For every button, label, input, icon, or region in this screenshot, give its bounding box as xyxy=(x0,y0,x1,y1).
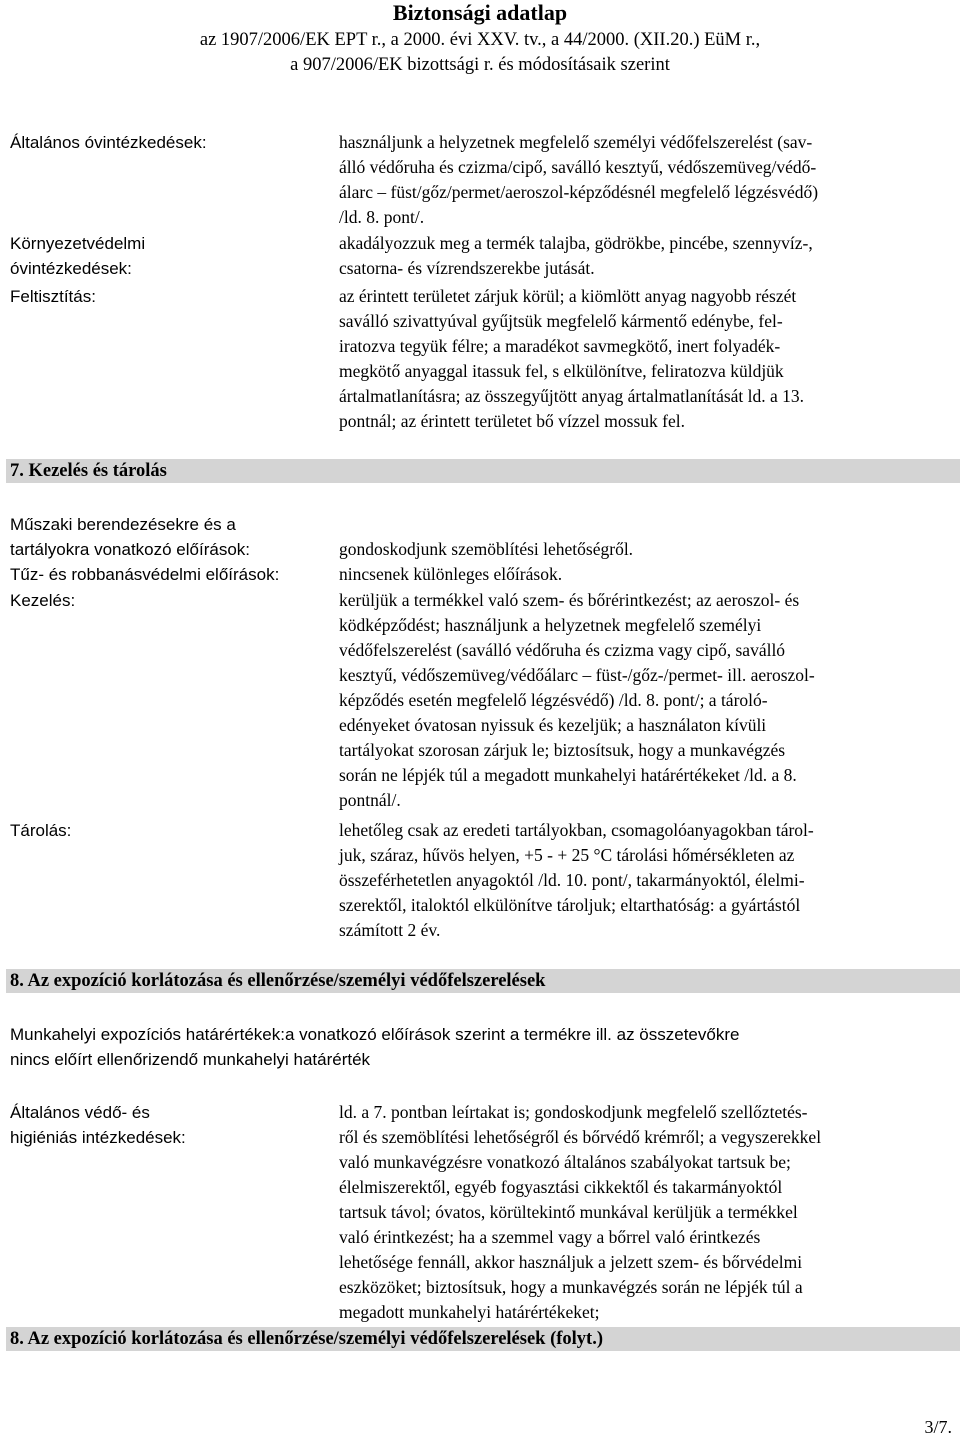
exposure-limits-line-2: nincs előírt ellenőrizendő munkahelyi határérték xyxy=(10,1050,371,1069)
text-line: való érintkezést; ha a szemmel vagy a bőrrel való érintkezés xyxy=(339,1227,761,1247)
section-8-continued-heading: 8. Az expozíció korlátozása és ellenőrzése/személyi védőfelszerelések (folyt.) xyxy=(10,1329,604,1349)
text-line: csatorna- és vízrendszerekbe jutását. xyxy=(339,258,595,278)
technical-requirements-label-1: Műszaki berendezésekre és a xyxy=(10,515,236,534)
document-title: Biztonsági adatlap xyxy=(392,0,568,25)
technical-requirements-text: gondoskodjunk szemöblítési lehetőségről. xyxy=(339,539,634,559)
environmental-precautions-label-2: óvintézkedések: xyxy=(10,259,132,278)
text-line: számított 2 év. xyxy=(339,920,441,940)
text-line: ártalmatlanításra; az összegyűjtött anyag ártalmatlanítását ld. a 13. xyxy=(339,386,805,406)
text-line: tartályokat szorosan zárjuk le; biztosítsuk, hogy a munkavégzés xyxy=(339,740,786,760)
section-8-continued-heading-bar xyxy=(6,1327,960,1351)
fire-protection-label: Tűz- és robbanásvédelmi előírások: xyxy=(10,565,280,584)
text-line: pontnál; az érintett területet bő vízzel mossuk fel. xyxy=(339,411,685,431)
text-line: összeférhetetlen anyagoktól /ld. 10. pont/, takarmányoktól, élelmi- xyxy=(339,870,805,890)
hygiene-measures-label-1: Általános védő- és xyxy=(10,1103,150,1122)
cleanup-label: Feltisztítás: xyxy=(10,287,96,306)
text-line: edényeket óvatosan nyissuk és kezeljük; a használaton kívüli xyxy=(339,715,767,735)
text-line: során ne lépjék túl a megadott munkahelyi határértékeket /ld. a 8. xyxy=(339,765,797,785)
section-7-heading: 7. Kezelés és tárolás xyxy=(10,461,167,481)
text-line: juk, száraz, hűvös helyen, +5 - + 25 °C tárolási hőmérsékleten az xyxy=(339,845,795,865)
handling-label: Kezelés: xyxy=(10,591,76,610)
hygiene-measures-label-2: higiéniás intézkedések: xyxy=(10,1128,186,1147)
regulation-line-2: a 907/2006/EK bizottsági r. és módosításaik szerint xyxy=(290,55,670,75)
text-line: ld. a 7. pontban leírtakat is; gondoskodjunk megfelelő szellőztetés- xyxy=(339,1102,808,1122)
text-line: használjunk a helyzetnek megfelelő személyi védőfelszerelést (sav- xyxy=(339,132,813,152)
technical-requirements-label-2: tartályokra vonatkozó előírások: xyxy=(10,540,251,559)
storage-text xyxy=(339,818,950,943)
text-line: ről és szemöblítési lehetőségről és bőrvédő krémről; a vegyszerekkel xyxy=(339,1127,822,1147)
text-line: élelmiszerektől, egyéb fogyasztási cikkektől és takarmányoktól xyxy=(339,1177,783,1197)
text-line: tartsuk távol; óvatos, körültekintő munkával kerüljük a termékkel xyxy=(339,1202,798,1222)
page-number: 3/7. xyxy=(924,1417,952,1437)
section-7-heading-bar xyxy=(6,459,960,483)
text-line: megadott munkahelyi határértékeket; xyxy=(339,1302,600,1322)
text-line: képződés esetén megfelelő légzésvédő) /ld. 8. pont/; a tároló- xyxy=(339,690,768,710)
text-line: kesztyű, védőszemüveg/védőálarc – füst-/gőz-/permet- ill. aeroszol- xyxy=(339,665,815,685)
text-line: lehetőleg csak az eredeti tartályokban, csomagolóanyagokban tárol- xyxy=(339,820,814,840)
section-8-heading-bar xyxy=(6,969,960,993)
exposure-limits-line-1: Munkahelyi expozíciós határértékek:a vonatkozó előírások szerint a termékre ill. az összetevőkre xyxy=(10,1025,740,1044)
text-line: szerektől, italoktól elkülönítve tároljuk; eltarthatóság: a gyártástól xyxy=(339,895,801,915)
text-line: kerüljük a termékkel való szem- és bőrérintkezést; az aeroszol- és xyxy=(339,590,800,610)
handling-text xyxy=(339,588,950,813)
text-line: az érintett területet zárjuk körül; a kiömlött anyag nagyobb részét xyxy=(339,286,797,306)
text-line: lehetősége fennáll, akkor használjuk a jelzett szem- és bőrvédelmi xyxy=(339,1252,803,1272)
cleanup-text xyxy=(339,284,950,434)
text-line: való munkavégzésre vonatkozó általános szabályokat tartsuk be; xyxy=(339,1152,791,1172)
text-line: álarc – füst/gőz/permet/aeroszol-képződésnél megfelelő légzésvédő) xyxy=(339,182,819,202)
text-line: eszközöket; biztosítsuk, hogy a munkavégzés során ne lépjék túl a xyxy=(339,1277,803,1297)
text-line: akadályozzuk meg a termék talajba, gödrökbe, pincébe, szennyvíz-, xyxy=(339,233,813,253)
environmental-precautions-label-1: Környezetvédelmi xyxy=(10,234,146,253)
general-precautions-label: Általános óvintézkedések: xyxy=(10,133,207,152)
regulation-line-1: az 1907/2006/EK EPT r., a 2000. évi XXV. tv., a 44/2000. (XII.20.) EüM r., xyxy=(199,30,761,50)
storage-label: Tárolás: xyxy=(10,821,72,840)
text-line: pontnál/. xyxy=(339,790,401,810)
general-precautions-text xyxy=(339,130,950,230)
text-line: megkötő anyaggal itassuk fel, s elkülönítve, feliratozva küldjük xyxy=(339,361,784,381)
text-line: álló védőruha és czizma/cipő, saválló kesztyű, védőszemüveg/védő- xyxy=(339,157,817,177)
text-line: saválló szivattyúval gyűjtsük megfelelő kármentő edénybe, fel- xyxy=(339,311,783,331)
text-line: /ld. 8. pont/. xyxy=(339,207,425,227)
text-line: ködképződést; használjunk a helyzetnek megfelelő személyi xyxy=(339,615,762,635)
hygiene-measures-text xyxy=(339,1100,950,1325)
environmental-precautions-text xyxy=(339,231,950,281)
text-line: védőfelszerelést (saválló védőruha és czizma vagy cipő, saválló xyxy=(339,640,786,660)
fire-protection-text: nincsenek különleges előírások. xyxy=(339,564,563,584)
section-8-heading: 8. Az expozíció korlátozása és ellenőrzése/személyi védőfelszerelések xyxy=(10,971,546,991)
text-line: iratozva tegyük félre; a maradékot savmegkötő, inert folyadék- xyxy=(339,336,781,356)
